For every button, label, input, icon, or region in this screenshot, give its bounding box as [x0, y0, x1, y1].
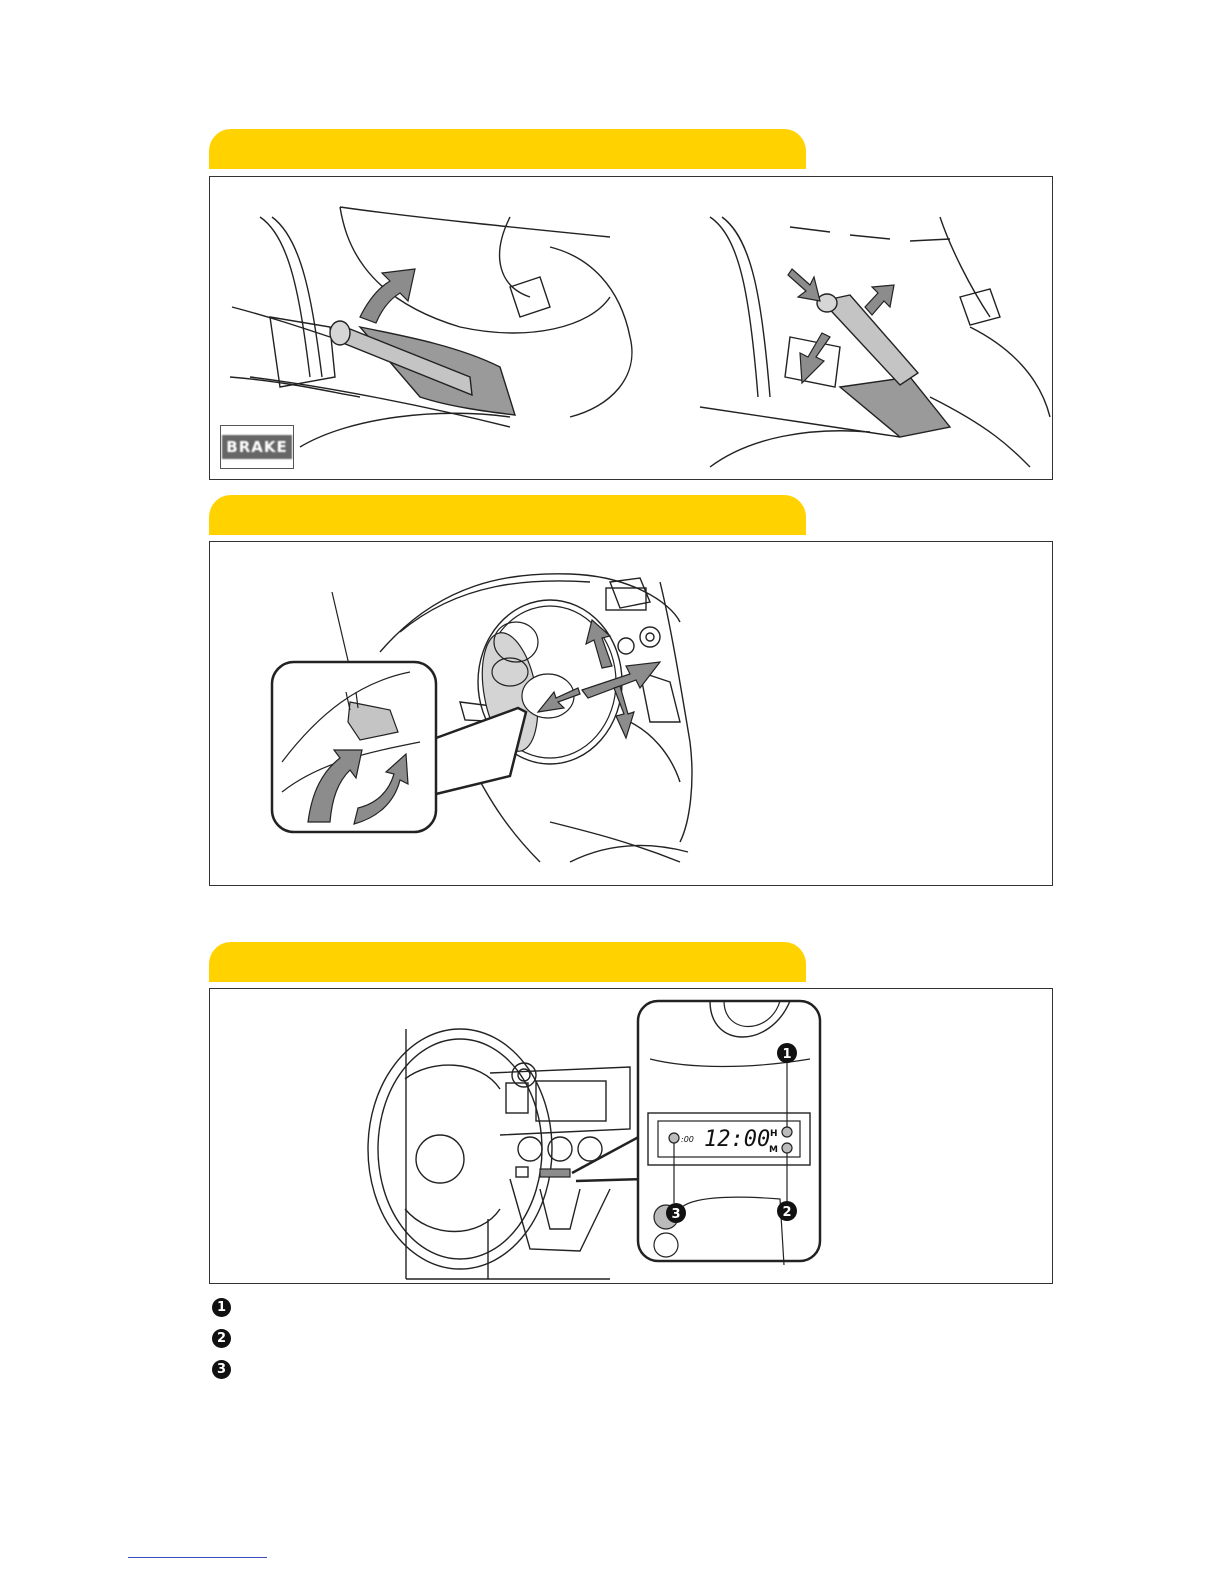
- center-console-drawing: [368, 1029, 630, 1279]
- brake-lever-right: [817, 294, 950, 437]
- minute-button[interactable]: [782, 1143, 792, 1153]
- brake-lever-left: [330, 321, 515, 415]
- clock-inset: [638, 1001, 820, 1265]
- parking-brake-illustration: [210, 177, 1053, 480]
- callout-3: [666, 1203, 686, 1223]
- reset-button[interactable]: [669, 1133, 679, 1143]
- callout-2-number: 2: [782, 1205, 792, 1220]
- section-1-panel: [209, 176, 1053, 480]
- steering-wheel-illustration: [210, 542, 1053, 886]
- minute-button-label: M: [769, 1145, 778, 1155]
- callout-legend: [212, 1292, 231, 1385]
- legend-item-1: [212, 1292, 231, 1323]
- section-3-header-tab: [209, 942, 806, 982]
- section-2-header-tab: [209, 495, 806, 535]
- legend-number-2: 2: [212, 1329, 231, 1348]
- callout-3-number: 3: [671, 1207, 681, 1222]
- brake-warning-text: BRAKE: [222, 435, 291, 459]
- brake-warning-indicator: [220, 425, 294, 469]
- clock-location-marker: [540, 1169, 570, 1177]
- hour-button[interactable]: [782, 1127, 792, 1137]
- release-button-arrow-icon: [788, 269, 820, 301]
- footer-rule: [128, 1557, 267, 1558]
- clock-illustration: [210, 989, 1053, 1284]
- section-2-panel: [209, 541, 1053, 886]
- section-3-panel: [209, 988, 1053, 1284]
- arrow-up-right-icon: [865, 285, 894, 315]
- hour-button-label: H: [770, 1129, 778, 1139]
- arrow-up-icon: [360, 269, 415, 323]
- legend-number-3: 3: [212, 1360, 231, 1379]
- callout-1: [777, 1043, 797, 1063]
- callout-1-number: 1: [782, 1047, 792, 1062]
- legend-item-2: [212, 1323, 231, 1354]
- legend-number-1: 1: [212, 1298, 231, 1317]
- tilt-lever-inset: [272, 662, 436, 832]
- clock-display-text: 12:00: [704, 1127, 771, 1152]
- callout-2: [777, 1201, 797, 1221]
- reset-button-label: :00: [681, 1135, 694, 1144]
- legend-item-3: [212, 1354, 231, 1385]
- section-1-header-tab: [209, 129, 806, 169]
